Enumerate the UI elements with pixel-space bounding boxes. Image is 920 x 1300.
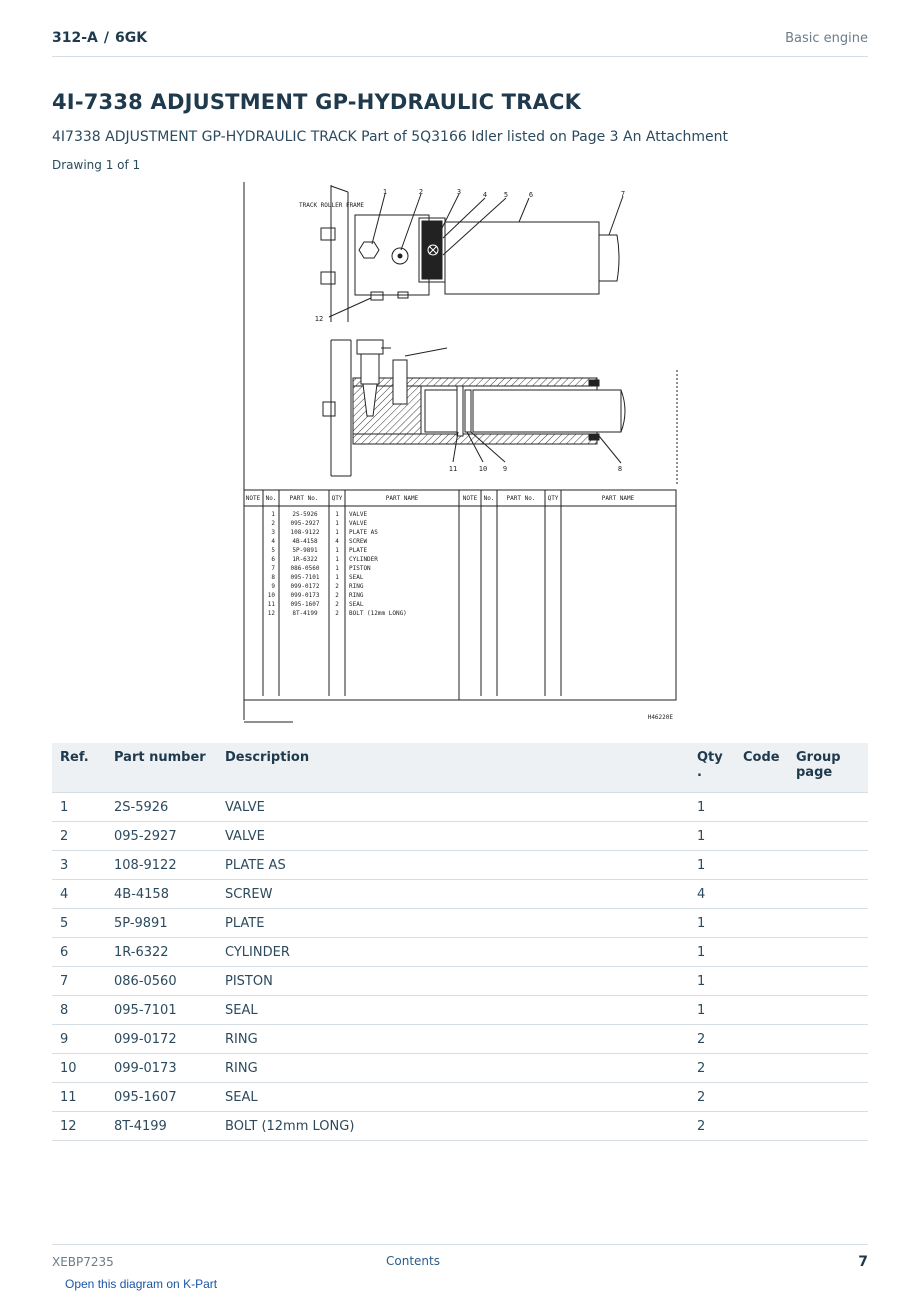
callout-label: 9 <box>502 465 508 473</box>
model-breadcrumb <box>52 30 147 46</box>
cell-description: VALVE <box>217 793 689 822</box>
callout-label: 6 <box>528 191 534 199</box>
diagram-table-part-no: 1R-6322 <box>292 556 318 563</box>
diagram-table-part-name: PISTON <box>349 565 371 572</box>
diagram-table-part-no: 095-2927 <box>290 520 320 527</box>
cell-description: PISTON <box>217 967 689 996</box>
diagram-table-no: 5 <box>271 547 275 554</box>
page-header <box>52 22 868 57</box>
mount-bolt-shape <box>323 402 335 416</box>
diagram-table-header: NOTE <box>462 495 478 502</box>
diagram-table-no: 8 <box>271 574 275 581</box>
table-row <box>52 1112 868 1141</box>
page-title: 4I-7338 ADJUSTMENT GP-HYDRAULIC TRACK <box>52 90 582 114</box>
cell-part-number: 095-7101 <box>106 996 217 1025</box>
cell-part-number: 095-1607 <box>106 1083 217 1112</box>
cell-description: PLATE AS <box>217 851 689 880</box>
col-header-part-number: Part number <box>106 743 217 793</box>
diagram-table-part-name: RING <box>349 592 364 599</box>
cell-group-page <box>788 1025 868 1054</box>
model-name: 312-A <box>52 30 98 46</box>
cell-description: VALVE <box>217 822 689 851</box>
cell-code <box>735 822 788 851</box>
cell-description: SEAL <box>217 1083 689 1112</box>
page-subtitle: 4I7338 ADJUSTMENT GP-HYDRAULIC TRACK Part of 5Q3166 Idler listed on Page 3 An Attachment <box>52 129 729 145</box>
cell-part-number: 086-0560 <box>106 967 217 996</box>
cell-qty: 2 <box>689 1025 735 1054</box>
diagram-table-part-name: CYLINDER <box>349 556 378 563</box>
diagram-table-header: PART No. <box>506 495 536 502</box>
diagram-table-qty: 4 <box>335 538 339 545</box>
cell-code <box>735 851 788 880</box>
cell-code <box>735 967 788 996</box>
table-row <box>52 1025 868 1054</box>
cell-qty: 2 <box>689 1054 735 1083</box>
diagram-table-header: PART NAME <box>385 495 419 502</box>
diagram-table-header: PART NAME <box>601 495 635 502</box>
col-header-code: Code <box>735 743 788 793</box>
diagram-table-part-name: SEAL <box>349 601 364 608</box>
open-kpart-link[interactable]: Open this diagram on K-Part <box>65 1277 218 1291</box>
cell-group-page <box>788 1112 868 1141</box>
diagram-table-no: 12 <box>267 610 275 617</box>
document-id: XEBP7235 <box>52 1255 114 1269</box>
table-row <box>52 851 868 880</box>
cylinder-wall-hatch <box>353 378 597 386</box>
cell-description: PLATE <box>217 909 689 938</box>
cell-part-number: 108-9122 <box>106 851 217 880</box>
callout-label: 7 <box>620 190 626 198</box>
cell-part-number: 099-0173 <box>106 1054 217 1083</box>
diagram-table-part-name: RING <box>349 583 364 590</box>
cell-qty: 1 <box>689 967 735 996</box>
cell-ref: 3 <box>52 851 106 880</box>
diagram-table-qty: 2 <box>335 583 339 590</box>
diagram-table-part-name: PLATE <box>349 547 368 554</box>
diagram-table-part-no: 099-0172 <box>290 583 320 590</box>
diagram-table-no: 11 <box>267 601 275 608</box>
cell-ref: 6 <box>52 938 106 967</box>
cell-group-page <box>788 909 868 938</box>
frame-label: TRACK ROLLER FRAME <box>299 202 365 209</box>
diagram-table-part-name: PLATE AS <box>349 529 378 536</box>
diagram-table-part-no: 095-7101 <box>290 574 320 581</box>
table-row <box>52 909 868 938</box>
diagram-table-qty: 1 <box>335 574 339 581</box>
callout-label: 4 <box>482 191 488 199</box>
cell-ref: 2 <box>52 822 106 851</box>
cell-qty: 2 <box>689 1112 735 1141</box>
callout-label: 3 <box>456 188 462 196</box>
table-row <box>52 822 868 851</box>
cell-ref: 11 <box>52 1083 106 1112</box>
section-name: Basic engine <box>785 31 868 46</box>
table-row <box>52 1054 868 1083</box>
cell-code <box>735 909 788 938</box>
cell-ref: 4 <box>52 880 106 909</box>
cell-part-number: 099-0172 <box>106 1025 217 1054</box>
diagram-table-qty: 1 <box>335 547 339 554</box>
cell-group-page <box>788 880 868 909</box>
diagram-table-no: 10 <box>267 592 275 599</box>
cell-part-number: 2S-5926 <box>106 793 217 822</box>
diagram-table-part-name: VALVE <box>349 511 368 518</box>
cell-part-number: 095-2927 <box>106 822 217 851</box>
callout-label: 8 <box>617 465 623 473</box>
cell-description: CYLINDER <box>217 938 689 967</box>
diagram-table-qty: 2 <box>335 592 339 599</box>
cell-ref: 10 <box>52 1054 106 1083</box>
cell-code <box>735 880 788 909</box>
diagram-table-no: 3 <box>271 529 275 536</box>
table-row <box>52 996 868 1025</box>
cell-group-page <box>788 822 868 851</box>
callout-label: 10 <box>478 465 488 473</box>
cell-ref: 12 <box>52 1112 106 1141</box>
cell-group-page <box>788 851 868 880</box>
diagram-table-qty: 1 <box>335 556 339 563</box>
cell-description: SEAL <box>217 996 689 1025</box>
diagram-table-part-name: SCREW <box>349 538 368 545</box>
page-number: 7 <box>858 1254 868 1270</box>
callout-label: 12 <box>314 315 324 323</box>
table-row <box>52 967 868 996</box>
diagram-table-part-no: 2S-5926 <box>292 511 318 518</box>
col-header-qty: Qty . <box>689 743 735 793</box>
cell-group-page <box>788 967 868 996</box>
diagram-table-part-name: BOLT (12mm LONG) <box>349 610 407 617</box>
diagram-table-header: No. <box>265 495 277 502</box>
cell-part-number: 1R-6322 <box>106 938 217 967</box>
diagram-table-part-no: 099-0173 <box>290 592 320 599</box>
diagram-table-header: QTY <box>331 495 343 502</box>
diagram-table-header: QTY <box>547 495 559 502</box>
diagram-table-part-no: 4B-4158 <box>292 538 318 545</box>
cell-group-page <box>788 1054 868 1083</box>
cell-part-number: 4B-4158 <box>106 880 217 909</box>
diagram-table-no: 4 <box>271 538 275 545</box>
parts-table-body <box>52 793 868 1141</box>
diagram-table-part-no: 086-0560 <box>290 565 320 572</box>
cell-part-number: 5P-9891 <box>106 909 217 938</box>
diagram-table-header: PART No. <box>289 495 319 502</box>
parts-table <box>52 743 868 1141</box>
diagram-table-no: 7 <box>271 565 275 572</box>
cell-description: RING <box>217 1025 689 1054</box>
table-row <box>52 793 868 822</box>
diagram-table-qty: 1 <box>335 565 339 572</box>
diagram-table-no: 9 <box>271 583 275 590</box>
diagram-table-header: NOTE <box>245 495 261 502</box>
cell-group-page <box>788 793 868 822</box>
cell-description: SCREW <box>217 880 689 909</box>
diagram-table-qty: 2 <box>335 601 339 608</box>
parts-diagram-svg <box>243 180 679 725</box>
drawing-number: H46220E <box>647 714 673 721</box>
contents-link[interactable]: Contents <box>386 1254 440 1268</box>
cell-qty: 1 <box>689 822 735 851</box>
diagram-table-part-no: 095-1607 <box>290 601 320 608</box>
cell-qty: 1 <box>689 793 735 822</box>
diagram-table-no: 6 <box>271 556 275 563</box>
cell-ref: 5 <box>52 909 106 938</box>
diagram-table-qty: 1 <box>335 520 339 527</box>
diagram-table-header: No. <box>483 495 495 502</box>
piston-rod-shape <box>473 390 621 432</box>
cell-ref: 1 <box>52 793 106 822</box>
cell-ref: 9 <box>52 1025 106 1054</box>
cell-qty: 2 <box>689 1083 735 1112</box>
callout-label: 11 <box>448 465 458 473</box>
diagram-table-part-no: 8T-4199 <box>292 610 318 617</box>
piston-end-shape <box>599 235 619 281</box>
diagram-table-qty: 2 <box>335 610 339 617</box>
diagram-table-part-no: 5P-9891 <box>292 547 318 554</box>
cell-qty: 1 <box>689 996 735 1025</box>
cell-code <box>735 1083 788 1112</box>
breadcrumb-separator: / <box>103 30 109 46</box>
cell-code <box>735 793 788 822</box>
cell-qty: 1 <box>689 851 735 880</box>
callout-label: 2 <box>418 188 424 196</box>
valve-hex-shape <box>359 242 379 258</box>
parts-diagram <box>243 180 679 725</box>
cell-code <box>735 1112 788 1141</box>
cell-qty: 1 <box>689 938 735 967</box>
valve-body-hatch <box>353 386 421 434</box>
engine-code: 6GK <box>115 30 148 46</box>
cell-code <box>735 1054 788 1083</box>
mount-bolt-shape <box>321 272 335 284</box>
cell-group-page <box>788 938 868 967</box>
cell-qty: 4 <box>689 880 735 909</box>
callout-label: 1 <box>382 188 388 196</box>
cell-qty: 1 <box>689 909 735 938</box>
callout-label: 5 <box>503 191 509 199</box>
diagram-table-qty: 1 <box>335 529 339 536</box>
cell-ref: 8 <box>52 996 106 1025</box>
diagram-table-qty: 1 <box>335 511 339 518</box>
mount-bolt-shape <box>321 228 335 240</box>
col-header-description: Description <box>217 743 689 793</box>
drawing-count: Drawing 1 of 1 <box>52 158 141 172</box>
cell-code <box>735 1025 788 1054</box>
cell-code <box>735 996 788 1025</box>
diagram-table-no: 2 <box>271 520 275 527</box>
parts-table-header-row <box>52 743 868 793</box>
cell-description: BOLT (12mm LONG) <box>217 1112 689 1141</box>
cell-group-page <box>788 1083 868 1112</box>
col-header-group-page: Group page <box>788 743 868 793</box>
cell-group-page <box>788 996 868 1025</box>
table-row <box>52 1083 868 1112</box>
cell-code <box>735 938 788 967</box>
diagram-table-part-no: 108-9122 <box>290 529 320 536</box>
page-footer <box>52 1244 868 1275</box>
piston-section-shape <box>425 390 461 432</box>
diagram-table-part-name: SEAL <box>349 574 364 581</box>
diagram-table-part-name: VALVE <box>349 520 368 527</box>
table-row <box>52 938 868 967</box>
cell-description: RING <box>217 1054 689 1083</box>
cell-part-number: 8T-4199 <box>106 1112 217 1141</box>
table-row <box>52 880 868 909</box>
cell-ref: 7 <box>52 967 106 996</box>
col-header-ref: Ref. <box>52 743 106 793</box>
diagram-table-no: 1 <box>271 511 275 518</box>
warning-plate-inner <box>422 221 442 279</box>
